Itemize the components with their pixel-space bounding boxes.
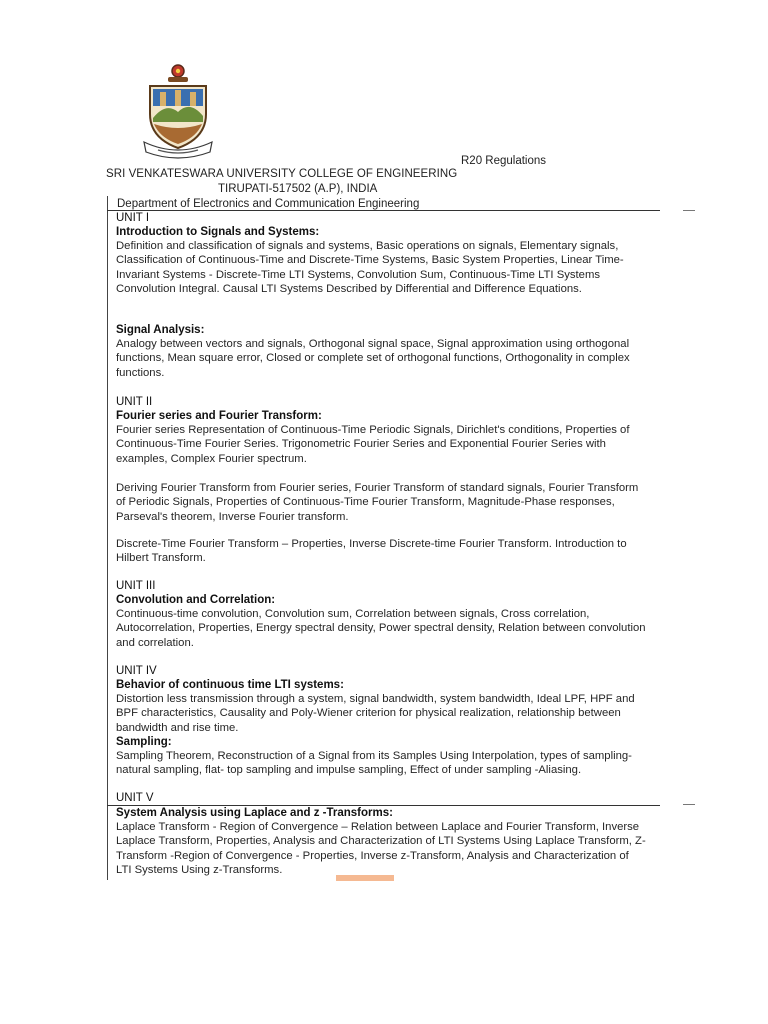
unit3-label: UNIT III [116,580,156,592]
unit1-topic2-text: Analogy between vectors and signals, Orthogonal signal space, Signal approximation using orthogonal functions, Mean square error, Closed or complete set of orthogonal functions, Orthogonality in complex functions. [116,338,630,379]
unit4-label: UNIT IV [116,665,157,677]
unit3-text: Continuous-time convolution, Convolution sum, Correlation between signals, Cross correlation, Autocorrelation, Properties, Energy spectral density, Power spectral density, Relation between convolution and correlation. [116,608,646,649]
unit1-topic2-title: Signal Analysis: [116,324,205,336]
unit2-para2: Deriving Fourier Transform from Fourier series, Fourier Transform of standard signals, Fourier Transform of Periodic Signals, Properties of Continuous-Time Fourier Transform, Magnitude-Phase responses, Parseval's theorem, Inverse Fourier transform. [116,482,639,523]
unit1-label: UNIT I [116,212,150,224]
unit5-label: UNIT V [116,792,154,804]
college-name: SRI VENKATESWARA UNIVERSITY COLLEGE OF ENGINEERING [106,168,458,180]
unit2-label: UNIT II [116,396,153,408]
unit1-topic1-text: Definition and classification of signals and systems, Basic operations on signals, Elementary signals, Classification of Continuous-Time and Discrete-Time Systems, Basic System Properties, Linear Time- Invariant Systems - Discrete-Time LTI Systems, Convolution Sum, Continuous-Time LTI Systems Convolution Integral. Causal LTI Systems Described by Differential and Difference Equations. [116,240,624,295]
unit4-title: Behavior of continuous time LTI systems: [116,679,344,691]
department-name: Department of Electronics and Communication Engineering [117,198,420,210]
unit4-sampling-text: Sampling Theorem, Reconstruction of a Signal from its Samples Using Interpolation, types of sampling- natural sampling, flat- top sampling and impulse sampling, Effect of under sampling -Aliasing. [116,750,632,777]
margin-tick [683,804,695,805]
unit5-text: Laplace Transform - Region of Convergence – Relation between Laplace and Fourier Transform, Inverse Laplace Transform, Properties, Analysis and Characterization of LTI Systems Using Laplace Transform, Z- Transform -Region of Convergence - Properties, Inverse z-Transform, Analysis and Characterization of LTI Systems Using z-Transforms. [116,821,646,876]
unit2-para1: Fourier series Representation of Continuous-Time Periodic Signals, Dirichlet's conditions, Properties of Continuous-Time Fourier Series. Trigonometric Fourier Series and Exponential Fourier Series with examples, Complex Fourier spectrum. [116,424,630,465]
college-address: TIRUPATI-517502 (A.P), INDIA [218,183,378,195]
unit2-para3: Discrete-Time Fourier Transform – Properties, Inverse Discrete-time Fourier Transform. Introduction to Hilbert Transform. [116,538,627,565]
unit3-title: Convolution and Correlation: [116,594,276,606]
margin-tick [683,210,695,211]
table-left-border [107,196,108,880]
university-seal-logo [140,62,216,160]
unit4-text: Distortion less transmission through a system, signal bandwidth, system bandwidth, Ideal LPF, HPF and BPF characteristics, Causality and Poly-Wiener criterion for physical realization, relationship between bandwidth and rise time. [116,693,635,734]
unit2-title: Fourier series and Fourier Transform: [116,410,322,422]
table-top-rule [107,210,660,211]
unit1-topic1-title: Introduction to Signals and Systems: [116,226,320,238]
regulations-label: R20 Regulations [461,155,547,167]
unit4-sampling-title: Sampling: [116,736,172,748]
text-highlight-mark [336,875,394,881]
unit5-title: System Analysis using Laplace and z -Transforms: [116,807,393,819]
